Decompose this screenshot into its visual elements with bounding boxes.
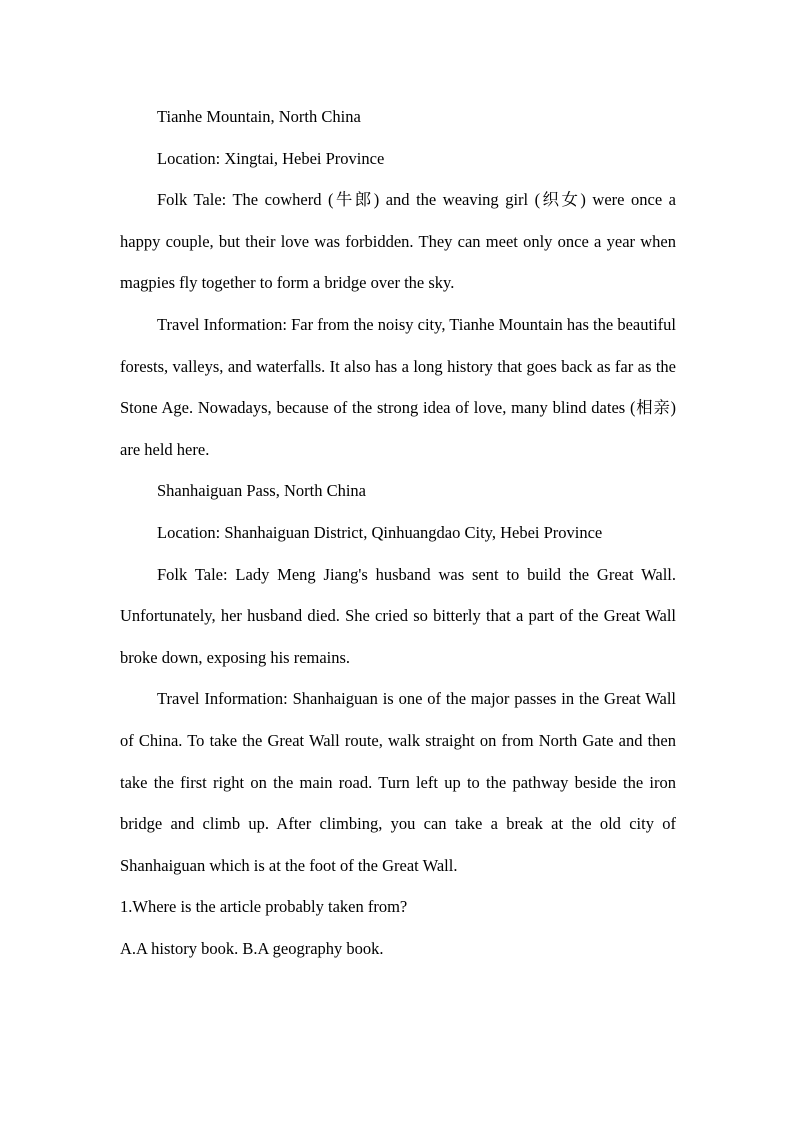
folk-tale-tianhe: Folk Tale: The cowherd (牛郎) and the weaving girl (织女) were once a happy couple, but their love was forbidden. They can meet only once a year when magpies fly together to form a bridge over the sky. [120,190,676,293]
section-title-tianhe: Tianhe Mountain, North China [157,107,361,126]
travel-info-shanhaiguan: Travel Information: Shanhaiguan is one of the major passes in the Great Wall of China. To take the Great Wall route, walk straight on from North Gate and then take the first right on the main road. Turn left up to the pathway beside the iron bridge and climb up. After climbing, you can take a break at the old city of Shanhaiguan which is at the foot of the Great Wall. [120,689,676,875]
document-page [120,96,676,969]
location-shanhaiguan: Location: Shanhaiguan District, Qinhuangdao City, Hebei Province [157,522,603,542]
folk-tale-shanhaiguan: Folk Tale: Lady Meng Jiang's husband was sent to build the Great Wall. Unfortunately, her husband died. She cried so bitterly that a part of the Great Wall broke down, exposing his remains. [120,564,676,667]
travel-info-tianhe: Travel Information: Far from the noisy city, Tianhe Mountain has the beautiful forests, valleys, and waterfalls. It also has a long history that goes back as far as the Stone Age. Nowadays, because of the strong idea of love, many blind dates (相亲) are held here. [120,314,676,459]
question-options: A.A history book. B.A geography book. [120,938,384,958]
section-title-shanhaiguan: Shanhaiguan Pass, North China [157,481,366,501]
question-prompt: 1.Where is the article probably taken from? [120,897,408,917]
location-tianhe: Location: Xingtai, Hebei Province [157,148,385,168]
